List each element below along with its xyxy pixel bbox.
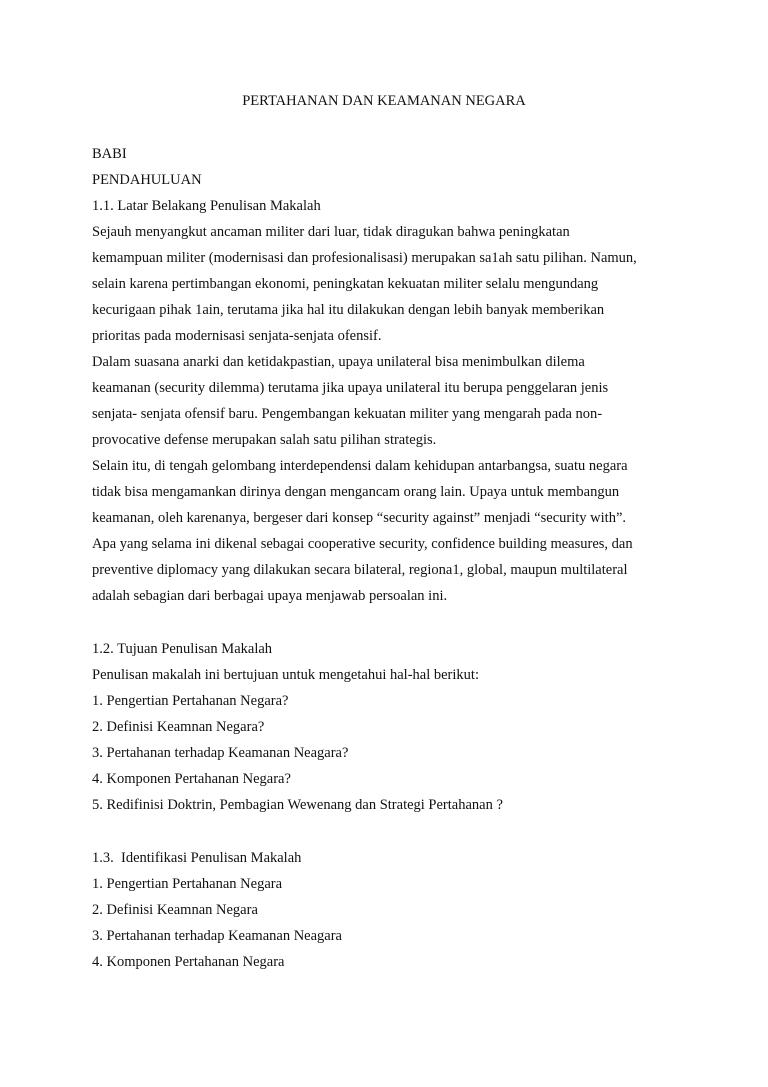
document-title: PERTAHANAN DAN KEAMANAN NEGARA xyxy=(242,93,526,109)
list-item: 2. Definisi Keamnan Negara? xyxy=(92,719,265,735)
paragraph-line: provocative defense merupakan salah satu pilihan strategis. xyxy=(92,432,437,448)
list-item: 4. Komponen Pertahanan Negara? xyxy=(92,771,291,787)
section-heading-1-1: 1.1. Latar Belakang Penulisan Makalah xyxy=(92,198,321,214)
paragraph-line: Apa yang selama ini dikenal sebagai cooperative security, confidence building measures, dan xyxy=(92,536,633,552)
list-item: 5. Redifinisi Doktrin, Pembagian Wewenang dan Strategi Pertahanan ? xyxy=(92,797,503,813)
paragraph-line: Sejauh menyangkut ancaman militer dari luar, tidak diragukan bahwa peningkatan xyxy=(92,224,570,240)
paragraph-line: Dalam suasana anarki dan ketidakpastian, upaya unilateral bisa menimbulkan dilema xyxy=(92,354,585,370)
paragraph-line: tidak bisa mengamankan dirinya dengan mengancam orang lain. Upaya untuk membangun xyxy=(92,484,620,500)
paragraph-line: kecurigaan pihak 1ain, terutama jika hal itu dilakukan dengan lebih banyak memberikan xyxy=(92,302,605,318)
paragraph-line: keamanan, oleh karenanya, bergeser dari konsep “security against” menjadi “security with”. xyxy=(92,510,627,526)
list-item: 3. Pertahanan terhadap Keamanan Neagara? xyxy=(92,745,349,761)
paragraph-line: adalah sebagian dari berbagai upaya menjawab persoalan ini. xyxy=(92,588,448,604)
section-heading-1-3: 1.3. Identifikasi Penulisan Makalah xyxy=(92,850,302,866)
paragraph-line: kemampuan militer (modernisasi dan profesionalisasi) merupakan sa1ah satu pilihan. Namun, xyxy=(92,250,637,266)
list-item: 4. Komponen Pertahanan Negara xyxy=(92,954,285,970)
paragraph-line: keamanan (security dilemma) terutama jika upaya unilateral itu berupa penggelaran jenis xyxy=(92,380,609,396)
list-item: 2. Definisi Keamnan Negara xyxy=(92,902,258,918)
paragraph-line: preventive diplomacy yang dilakukan secara bilateral, regiona1, global, maupun multilateral xyxy=(92,562,628,578)
section-heading-1-2: 1.2. Tujuan Penulisan Makalah xyxy=(92,641,273,657)
section-intro: Penulisan makalah ini bertujuan untuk mengetahui hal-hal berikut: xyxy=(92,667,479,683)
list-item: 1. Pengertian Pertahanan Negara? xyxy=(92,693,289,709)
list-item: 3. Pertahanan terhadap Keamanan Neagara xyxy=(92,928,342,944)
paragraph-line: prioritas pada modernisasi senjata-senjata ofensif. xyxy=(92,328,382,344)
chapter-label: BABI xyxy=(92,146,127,162)
paragraph-line: senjata- senjata ofensif baru. Pengembangan kekuatan militer yang mengarah pada non- xyxy=(92,406,603,422)
list-item: 1. Pengertian Pertahanan Negara xyxy=(92,876,283,892)
chapter-title: PENDAHULUAN xyxy=(92,172,202,188)
paragraph-line: Selain itu, di tengah gelombang interdependensi dalam kehidupan antarbangsa, suatu negara xyxy=(92,458,628,474)
paragraph-line: selain karena pertimbangan ekonomi, peningkatan kekuatan militer selalu mengundang xyxy=(92,276,599,292)
